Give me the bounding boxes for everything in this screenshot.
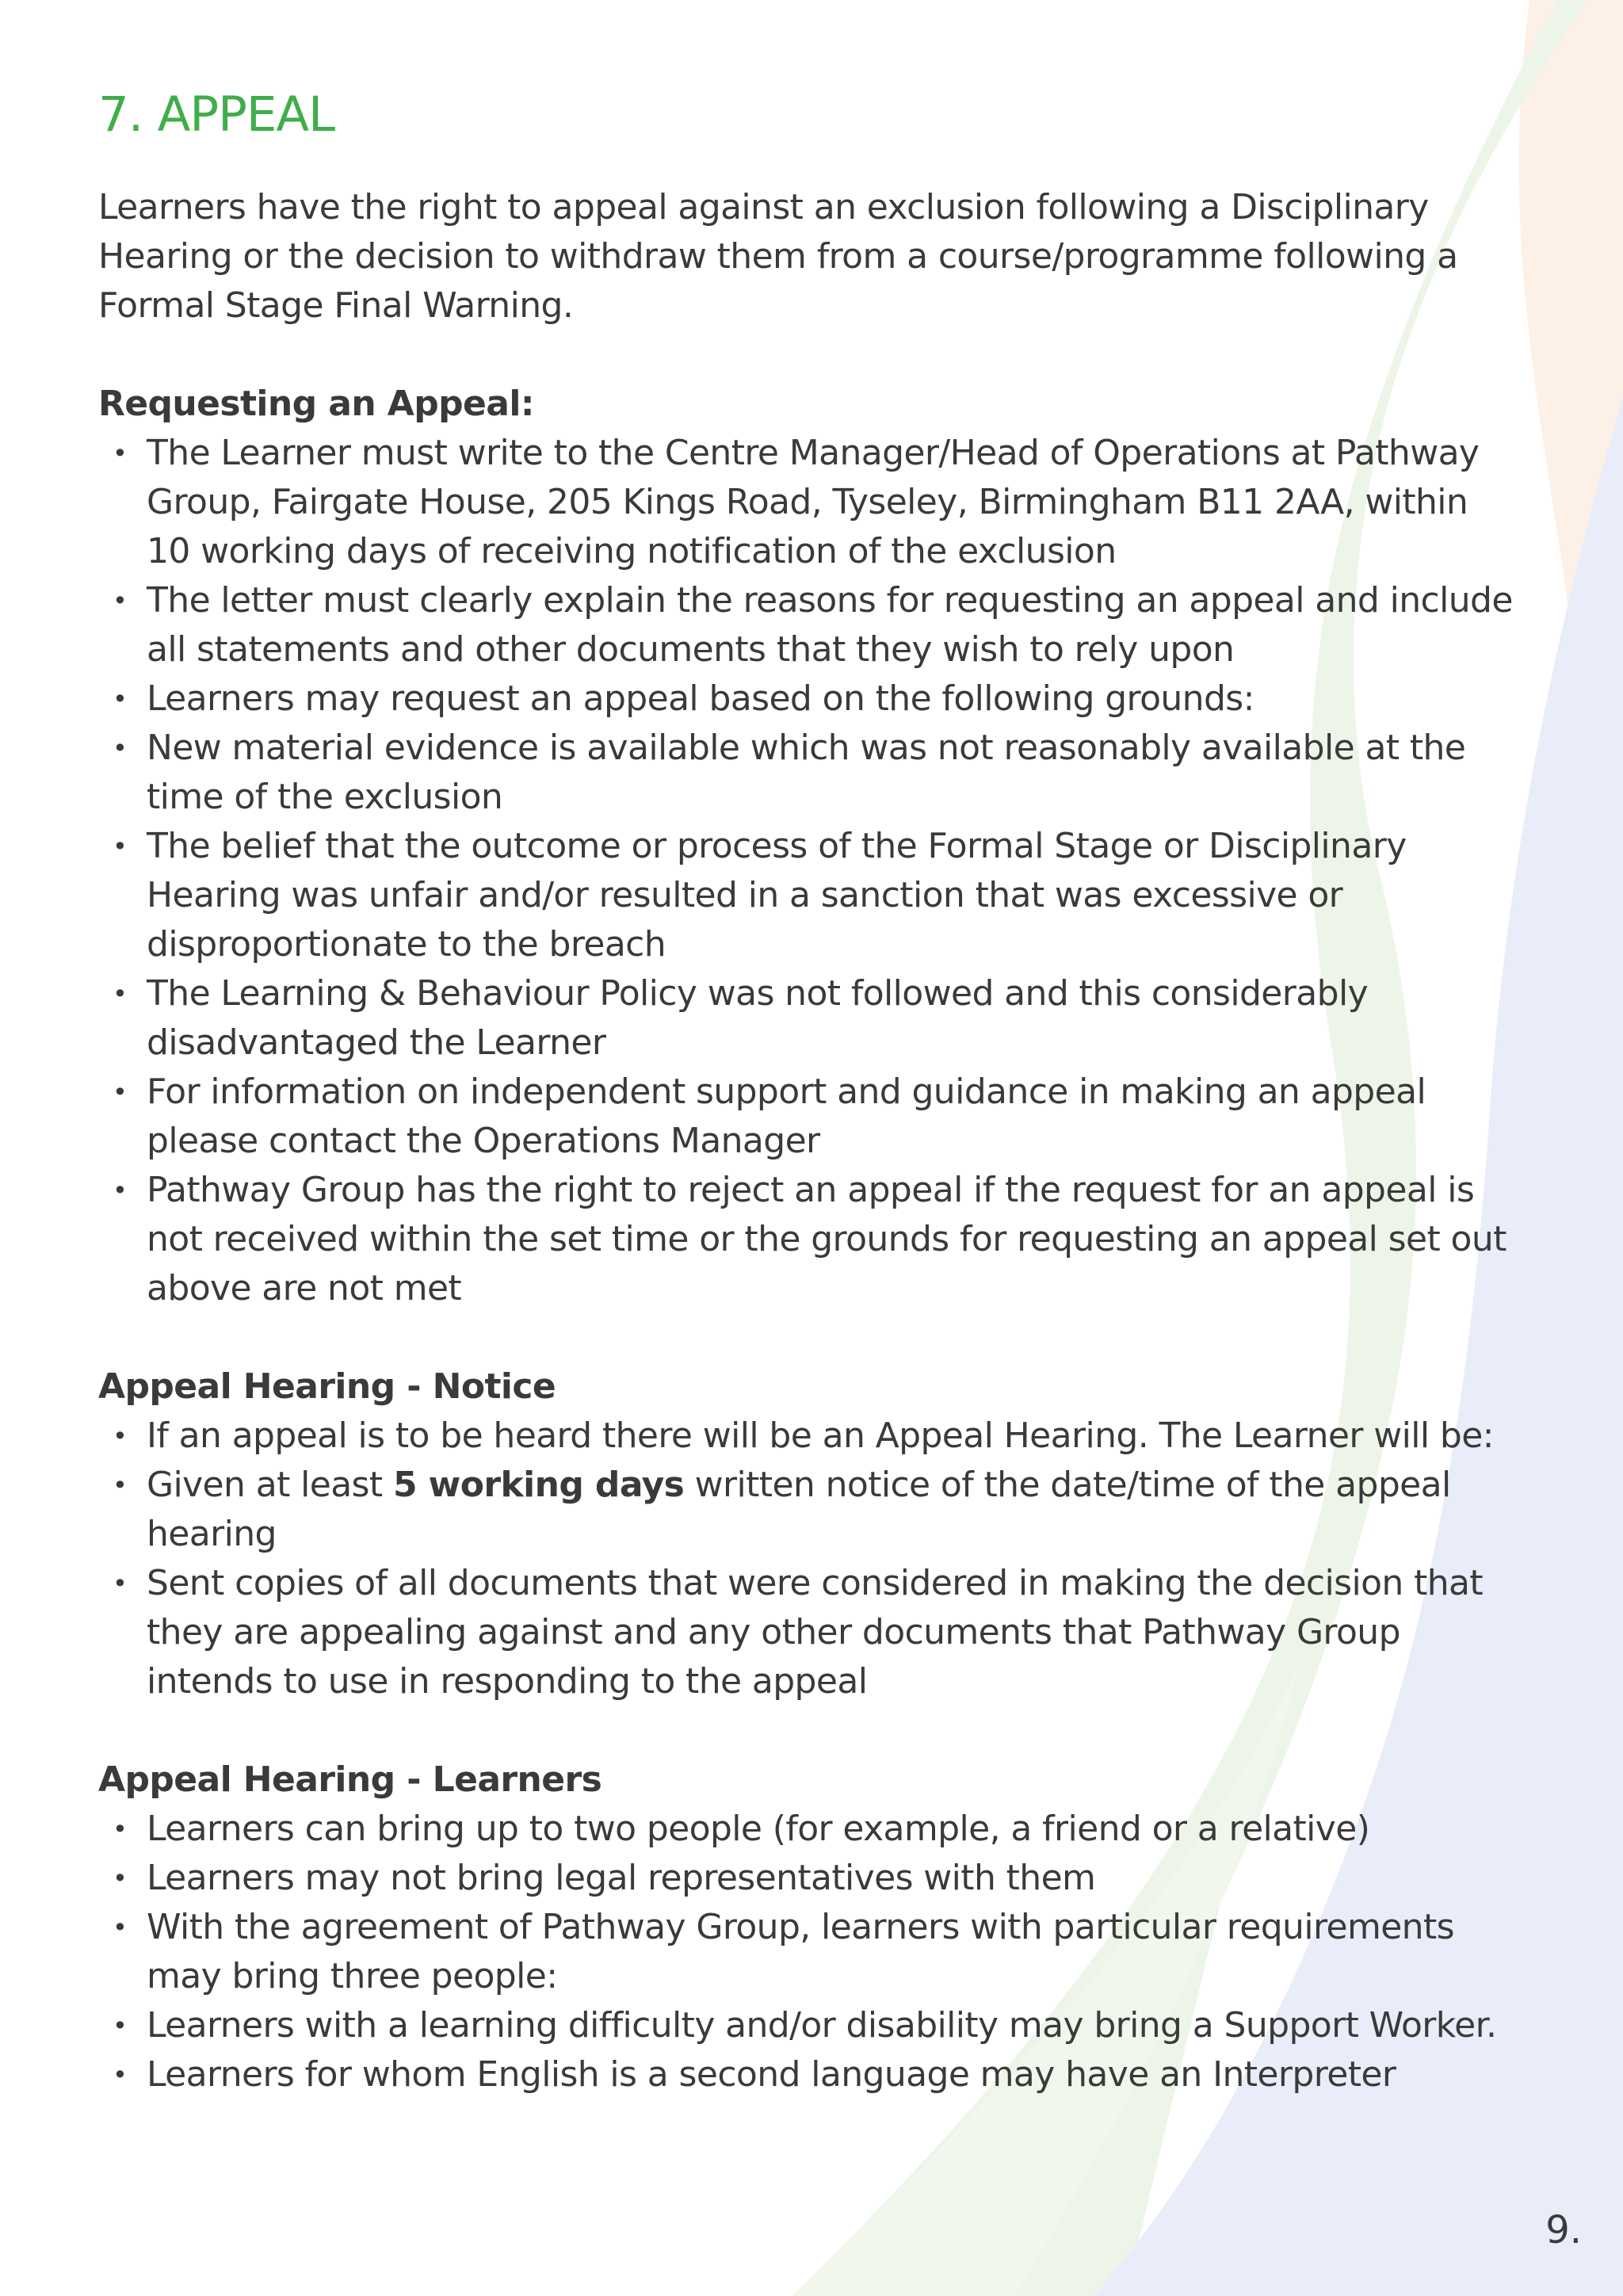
list-item: • Learners can bring up to two people (for example, a friend or a relative) [98, 1805, 1517, 1854]
section-heading: Appeal Hearing - Notice [98, 1366, 556, 1408]
list-item [98, 1461, 1517, 1559]
list-item-emphasis: 5 working days [392, 1465, 685, 1506]
list-item: • The Learning & Behaviour Policy was not followed and this considerably disadvantaged the Learner [98, 969, 1517, 1068]
list-item: • If an appeal is to be heard there will be an Appeal Hearing. The Learner will be: [98, 1412, 1517, 1461]
list-item: • Learners with a learning difficulty and/or disability may bring a Support Worker. [98, 2001, 1517, 2050]
section-0 [98, 380, 1517, 1313]
section-1 [98, 1362, 1517, 1706]
list-item: • The belief that the outcome or process of the Formal Stage or Disciplinary Hearing was unfair and/or resulted in a sanction that was excessive or disproportionate to the breach [98, 822, 1517, 969]
sections-container [98, 380, 1517, 2099]
intro-paragraph: Learners have the right to appeal against an exclusion following a Disciplinary Hearing or the decision to withdraw them from a course/programme following a Formal Stage Final Warning. [98, 187, 1458, 327]
list-item: • The Learner must write to the Centre Manager/Head of Operations at Pathway Group, Fairgate House, 205 Kings Road, Tyseley, Birmingham B11 2AA, within 10 working days of receiving notification of the exclusion [98, 429, 1517, 576]
section-heading: Appeal Hearing - Learners [98, 1759, 602, 1801]
list-item: • The letter must clearly explain the reasons for requesting an appeal and include all statements and other documents that they wish to rely upon [98, 576, 1517, 674]
bullet-list [98, 1412, 1517, 1706]
document-body [98, 86, 1517, 2149]
page-number: 9. [1545, 2208, 1582, 2252]
list-item: • With the agreement of Pathway Group, learners with particular requirements may bring three people: [98, 1903, 1517, 2001]
list-item: • Sent copies of all documents that were considered in making the decision that they are appealing against and any other documents that Pathway Group intends to use in responding to the appeal [98, 1559, 1517, 1706]
page-title: 7. APPEAL [98, 86, 335, 143]
list-item: • Learners for whom English is a second language may have an Interpreter [98, 2050, 1517, 2099]
bullet-list [98, 429, 1517, 1313]
section-2 [98, 1755, 1517, 2099]
section-heading: Requesting an Appeal: [98, 384, 534, 425]
list-item: • Pathway Group has the right to reject an appeal if the request for an appeal is not received within the set time or the grounds for requesting an appeal set out above are not met [98, 1166, 1517, 1313]
list-item-text: Given at least [147, 1465, 393, 1506]
list-item: • Learners may request an appeal based on the following grounds: [98, 674, 1517, 724]
list-item-text: written notice of the date/time of the appeal hearing [147, 1465, 1451, 1555]
bullet-list [98, 1805, 1517, 2099]
list-item: • New material evidence is available which was not reasonably available at the time of the exclusion [98, 724, 1517, 822]
list-item: • Learners may not bring legal representatives with them [98, 1854, 1517, 1903]
list-item: • For information on independent support and guidance in making an appeal please contact the Operations Manager [98, 1068, 1517, 1166]
